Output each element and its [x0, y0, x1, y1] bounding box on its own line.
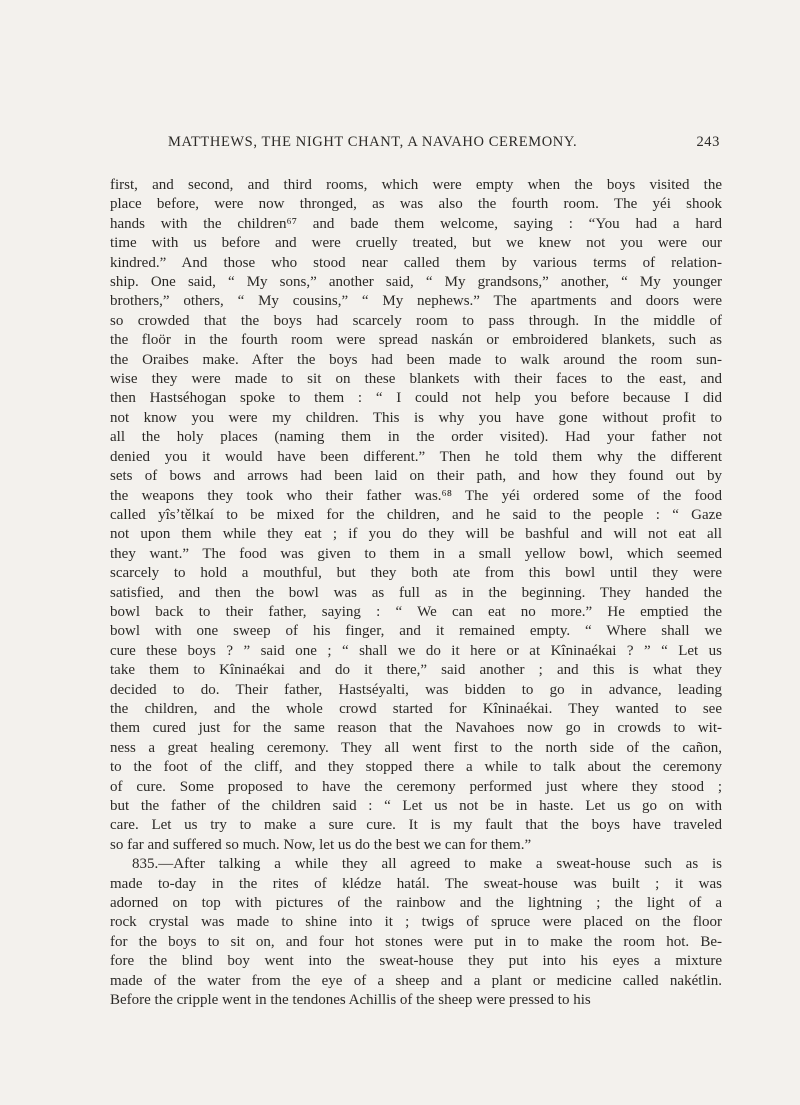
text-line: ship. One said, “ My sons,” another said, “ My grandsons,” another, “ My younger [110, 274, 722, 291]
text-line: brothers,” others, “ My cousins,” “ My nephews.” The apartments and doors were [110, 293, 722, 310]
running-title: MATTHEWS, THE NIGHT CHANT, A NAVAHO CEREMONY. [168, 134, 578, 150]
page-number: 243 [696, 134, 720, 150]
text-line: first, and second, and third rooms, which were empty when the boys visited the [110, 177, 722, 193]
text-line: made to-day in the rites of klédze hatál. The sweat-house was built ; it was [110, 875, 722, 892]
text-line: bowl with one sweep of his finger, and it remained empty. “ Where shall we [110, 623, 722, 640]
text-line: they want.” The food was given to them in a small yellow bowl, which seemed [110, 545, 722, 562]
text-line: them cured just for the same reason that the Navahoes now go in crowds to wit- [110, 720, 722, 737]
text-line: sets of bows and arrows had been laid on their path, and how they found out by [110, 468, 722, 485]
text-line: decided to do. Their father, Hastséyalti, was bidden to go in advance, leading [110, 681, 722, 698]
text-line: kindred.” And those who stood near called them by various terms of relation- [110, 254, 722, 271]
text-line: the Oraibes make. After the boys had been made to walk around the room sun- [110, 351, 722, 368]
text-line: adorned on top with pictures of the rainbow and the lightning ; the light of a [110, 895, 722, 912]
text-line: not upon them while they eat ; if you do they will be bashful and will not eat all [110, 526, 722, 543]
text-line: satisfied, and then the bowl was as full as in the beginning. They handed the [110, 584, 722, 601]
text-line: for the boys to sit on, and four hot stones were put in to make the room hot. Be- [110, 933, 722, 950]
text-line: the weapons they took who their father was.⁶⁸ The yéi ordered some of the food [110, 487, 722, 504]
text-line: cure these boys ? ” said one ; “ shall we do it here or at Kîninaékai ? ” “ Let us [110, 642, 722, 659]
text-line: Before the cripple went in the tendones Achillis of the sheep were pressed to his [110, 992, 591, 1009]
text-line: all the holy places (naming them in the order visited). Had your father not [110, 429, 722, 446]
text-line: scarcely to hold a mouthful, but they both ate from this bowl until they were [110, 565, 722, 582]
text-line: hands with the children⁶⁷ and bade them welcome, saying : “You had a hard [110, 215, 722, 232]
text-line: bowl back to their father, saying : “ We can eat no more.” He emptied the [110, 603, 722, 620]
text-line: then Hastséhogan spoke to them : “ I could not help you before because I did [110, 390, 722, 407]
text-line: take them to Kîninaékai and do it there,” said another ; and this is what they [110, 662, 722, 679]
text-line: denied you it would have been different.” Then he told them why the different [110, 448, 722, 465]
text-line: wise they were made to sit on these blankets with their faces to the east, and [110, 371, 722, 388]
text-line: made of the water from the eye of a sheep and a plant or medicine called nakétlin. [110, 972, 722, 989]
text-line: time with us before and were cruelly treated, but we knew not you were our [110, 235, 722, 252]
text-line: 835.—After talking a while they all agreed to make a sweat-house such as is [132, 856, 722, 873]
text-line: called yîsʼtělkaí to be mixed for the children, and he said to the people : “ Gaze [110, 506, 722, 523]
text-line: to the foot of the cliff, and they stopped there a while to talk about the ceremony [110, 759, 722, 776]
text-line: so far and suffered so much. Now, let us do the best we can for them.” [110, 836, 532, 853]
body-text [110, 176, 722, 1010]
text-line: the floör in the fourth room were spread naskán or embroidered blankets, such as [110, 332, 722, 349]
text-line: ness a great healing ceremony. They all went first to the north side of the cañon, [110, 739, 722, 756]
text-line: rock crystal was made to shine into it ; twigs of spruce were placed on the floor [110, 914, 722, 931]
text-line: fore the blind boy went into the sweat-house they put into his eyes a mixture [110, 953, 722, 970]
text-line: not know you were my children. This is why you have gone without profit to [110, 409, 722, 426]
text-line: of cure. Some proposed to have the ceremony performed just where they stood ; [110, 778, 722, 795]
text-line: the children, and the whole crowd started for Kîninaékai. They wanted to see [110, 700, 722, 717]
text-line: place before, were now thronged, as was also the fourth room. The yéi shook [110, 196, 722, 213]
text-line: care. Let us try to make a sure cure. It is my fault that the boys have traveled [110, 817, 722, 834]
text-line: but the father of the children said : “ Let us not be in haste. Let us go on with [110, 798, 722, 814]
text-line: so crowded that the boys had scarcely room to pass through. In the middle of [110, 312, 722, 329]
